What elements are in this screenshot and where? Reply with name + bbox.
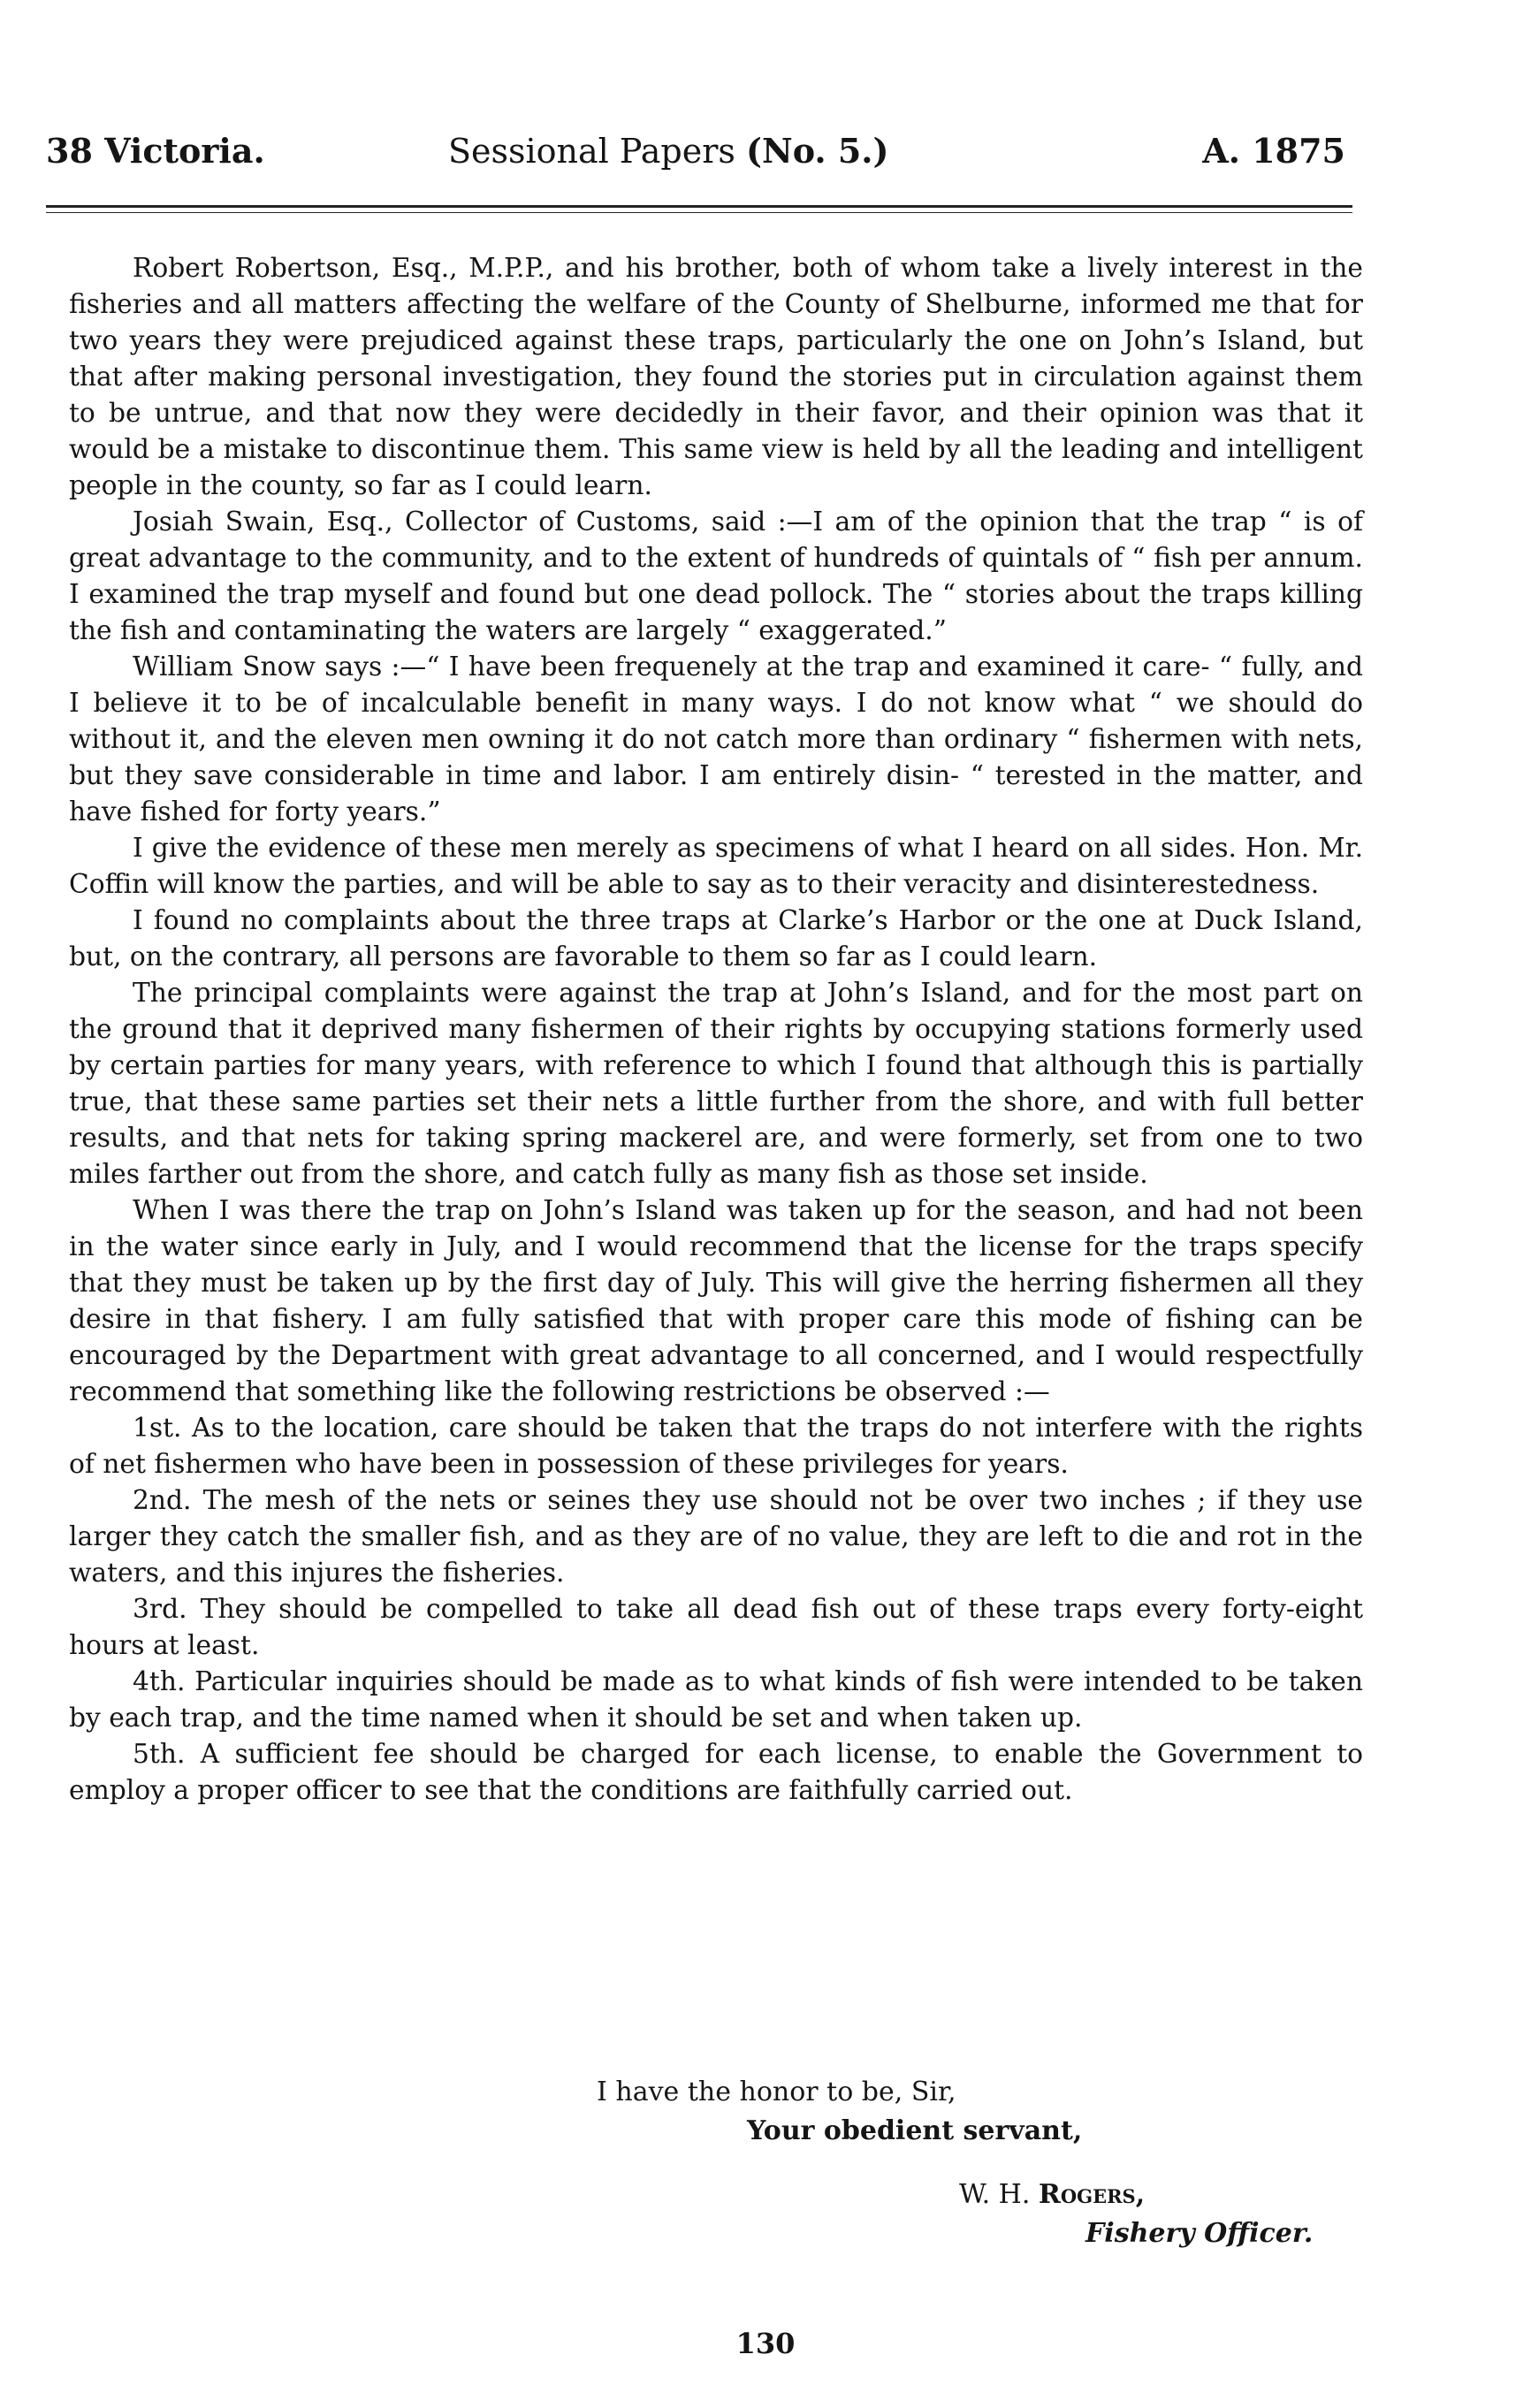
header-year: A. 1875 [1202, 131, 1345, 171]
paragraph-principal-complaints: The principal complaints were against the trap at John’s Island, and for the most part on the ground that it deprived many fishermen of their rights by occupying stations formerly used by certain parties for many years, with reference to which I found that although this is partially true, that these same parties set their nets a little further from the shore, and with full better results, and that nets for taking spring mackerel are, and were formerly, set from one to two miles farther out from the shore, and catch fully as many fish as those set inside. [69, 978, 1363, 1190]
report-body [69, 250, 1363, 1809]
restriction-3: 3rd. They should be compelled to take all dead fish out of these traps every forty-eight hours at least. [69, 1594, 1363, 1661]
restriction-2: 2nd. The mesh of the nets or seines they use should not be over two inches ; if they use larger they catch the smaller fish, and as they are of no value, they are left to die and rot in the waters, and this injures the fisheries. [69, 1485, 1363, 1589]
restriction-5: 5th. A sufficient fee should be charged for each license, to enable the Government to employ a proper officer to see that the conditions are faithfully carried out. [69, 1739, 1363, 1806]
paragraph-snow: William Snow says :—“ I have been frequenely at the trap and examined it care- “ fully, and I believe it to be of incalculable benefit in many ways. I do not know what “ we should do without it, and the eleven men owning it do not catch more than ordinary “ fishermen with nets, but they save considerable in time and labor. I am entirely disin- “ terested in the matter, and have fished for forty years.” [69, 652, 1363, 827]
header-series-title: Sessional Papers [448, 132, 735, 171]
running-header [46, 131, 1345, 184]
header-rule-thick [46, 205, 1352, 208]
closing-honor-line: I have the honor to be, Sir, [597, 2077, 956, 2107]
signature-name [959, 2176, 1145, 2214]
header-rule-thin [46, 212, 1352, 213]
restriction-1: 1st. As to the location, care should be taken that the traps do not interfere with the rights of net fishermen who have been in possession of these privileges for years. [69, 1413, 1363, 1480]
paragraph-evidence: I give the evidence of these men merely as specimens of what I heard on all sides. Hon. Mr. Coffin will know the parties, and will be able to say as to their veracity and disinterestedness. [69, 833, 1363, 900]
paragraph-swain: Josiah Swain, Esq., Collector of Customs, said :—I am of the opinion that the trap “ is of great advantage to the community, and to the extent of hundreds of quintals of “ fish per annum. I examined the trap myself and found but one dead pollock. The “ stories about the traps killing the fish and contaminating the waters are largely “ exaggerated.” [69, 507, 1363, 646]
paragraph-robertson: Robert Robertson, Esq., M.P.P., and his brother, both of whom take a lively interest in the fisheries and all matters affecting the welfare of the County of Shelburne, informed me that for two years they were prejudiced against these traps, particularly the one on John’s Island, but that after making personal investigation, they found the stories put in circulation against them to be untrue, and that now they were decidedly in their favor, and their opinion was that it would be a mistake to discontinue them. This same view is held by all the leading and intelligent people in the county, so far as I could learn. [69, 253, 1363, 501]
closing-servant-line: Your obedient servant, [747, 2115, 1083, 2146]
signature-initials: W. H. [959, 2179, 1031, 2210]
header-volume: 38 Victoria. [46, 131, 265, 171]
paragraph-recommendation: When I was there the trap on John’s Island was taken up for the season, and had not been in the water since early in July, and I would recommend that the license for the traps specify that they must be taken up by the first day of July. This will give the herring fishermen all they desire in that fishery. I am fully satisfied that with proper care this mode of fishing can be encouraged by the Department with great advantage to all concerned, and I would respectfully recommend that something like the following restrictions be observed :— [69, 1195, 1363, 1407]
page-number: 130 [735, 2327, 796, 2360]
restriction-4: 4th. Particular inquiries should be made as to what kinds of fish were intended to be taken by each trap, and the time named when it should be set and when taken up. [69, 1666, 1363, 1734]
header-paper-number: (No. 5.) [746, 131, 889, 171]
signature-surname: Rogers, [1038, 2179, 1146, 2210]
signature-title: Fishery Officer. [1085, 2218, 1314, 2249]
header-series [448, 131, 889, 171]
paragraph-no-complaints: I found no complaints about the three traps at Clarke’s Harbor or the one at Duck Island, but, on the contrary, all persons are favorable to them so far as I could learn. [69, 905, 1363, 972]
